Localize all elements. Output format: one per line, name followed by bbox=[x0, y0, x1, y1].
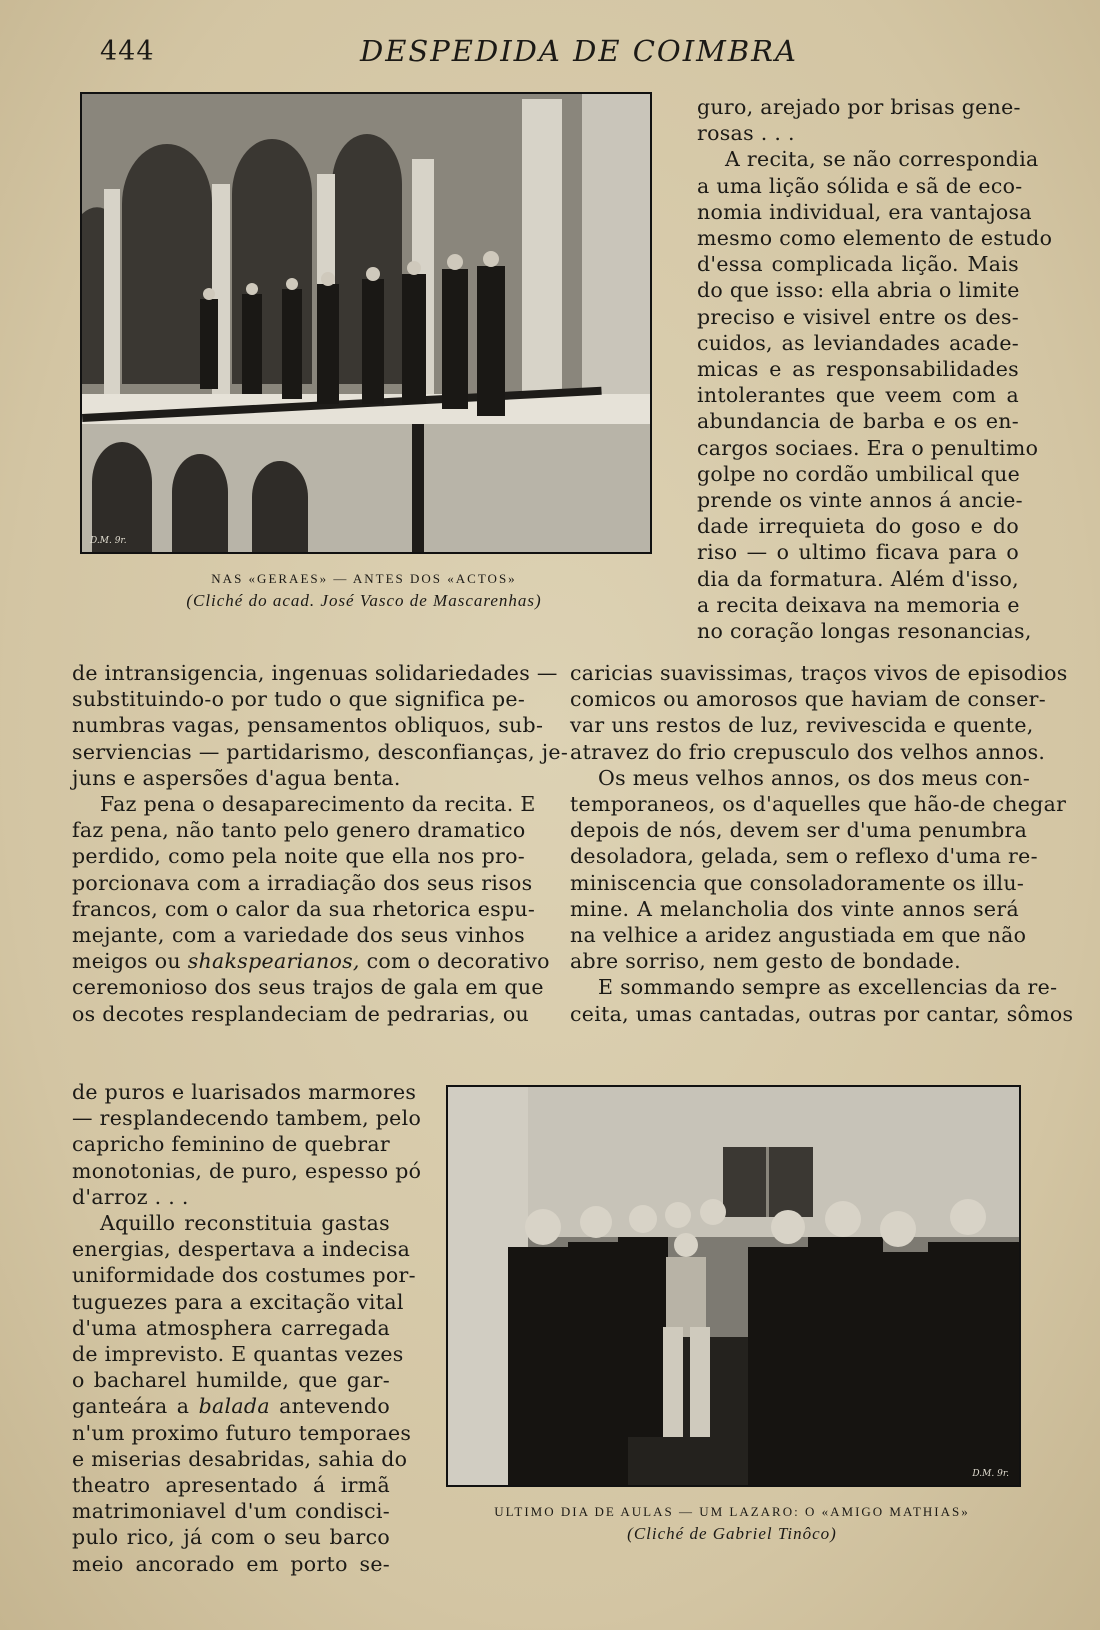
text-left-narrow bbox=[72, 1079, 422, 1577]
caption-title: ULTIMO DIA DE AULAS — UM LAZARO: O «AMIGO MATHIAS» bbox=[494, 1504, 970, 1519]
text-line: Aquillo reconstituia gastas bbox=[100, 1211, 390, 1236]
photo-students-group bbox=[446, 1085, 1021, 1487]
text-line: micas e as responsabilidades bbox=[697, 357, 1019, 382]
text-line: faz pena, não tanto pelo genero dramatico bbox=[72, 818, 526, 843]
text-right-mid bbox=[570, 660, 1074, 1027]
text-line: dade irrequieta do goso e do bbox=[697, 514, 1019, 539]
caption-credit: (Cliché de Gabriel Tinôco) bbox=[627, 1524, 837, 1543]
caption-title: NAS «GERAES» — ANTES DOS «ACTOS» bbox=[211, 571, 517, 586]
text-line: cargos sociaes. Era o penultimo bbox=[697, 435, 1039, 460]
text-line: francos, com o calor da sua rhetorica espu- bbox=[72, 896, 536, 921]
text-right-top bbox=[697, 94, 1053, 644]
text-line: os decotes resplandeciam de pedrarias, ou bbox=[72, 1001, 530, 1026]
text-line: meio ancorado em porto se- bbox=[72, 1551, 390, 1576]
text-line: mesmo como elemento de estudo bbox=[697, 226, 1053, 251]
text-line: A recita, se não correspondia bbox=[725, 147, 1039, 172]
text-line: de imprevisto. E quantas vezes bbox=[72, 1342, 404, 1367]
text-line: d'essa complicada lição. Mais bbox=[697, 252, 1019, 277]
text-line: cuidos, as leviandades acade- bbox=[697, 330, 1019, 355]
text-line: riso — o ultimo ficava para o bbox=[697, 540, 1019, 565]
text-line: abre sorriso, nem gesto de bondade. bbox=[570, 949, 961, 974]
text-line: perdido, como pela noite que ella nos pro- bbox=[72, 844, 525, 869]
text-line: de puros e luarisados marmores bbox=[72, 1080, 417, 1104]
text-line: desoladora, gelada, sem o reflexo d'uma re- bbox=[570, 844, 1038, 869]
text-left-wide bbox=[72, 660, 569, 1027]
text-line bbox=[72, 948, 550, 974]
text-line: do que isso: ella abria o limite bbox=[697, 278, 1020, 303]
text-line: uniformidade dos costumes por- bbox=[72, 1263, 416, 1288]
text-italic: balada bbox=[198, 1394, 270, 1419]
text-line: juns e aspersões d'agua benta. bbox=[72, 765, 401, 790]
text-line: substituindo-o por tudo o que significa pe- bbox=[72, 687, 526, 712]
text-line: monotonias, de puro, espesso pó bbox=[72, 1158, 422, 1183]
text-line: dia da formatura. Além d'isso, bbox=[697, 566, 1019, 591]
text-line: capricho feminino de quebrar bbox=[72, 1132, 390, 1157]
text-line: E sommando sempre as excellencias da re- bbox=[598, 975, 1058, 1000]
text-line: numbras vagas, pensamentos obliquos, sub- bbox=[72, 713, 544, 738]
text-line: d'uma atmosphera carregada bbox=[72, 1315, 390, 1340]
text-line: energias, despertava a indecisa bbox=[72, 1237, 411, 1262]
page-number: 444 bbox=[100, 36, 155, 67]
text-line: de intransigencia, ingenuas solidariedades — bbox=[72, 661, 558, 685]
caption-credit: (Cliché do acad. José Vasco de Mascarenhas) bbox=[186, 591, 542, 610]
text-line: golpe no cordão umbilical que bbox=[697, 461, 1021, 486]
text-line: atravez do frio crepusculo dos velhos annos. bbox=[570, 739, 1046, 764]
text-line: matrimoniavel d'um condisci- bbox=[72, 1499, 390, 1524]
text-line: na velhice a aridez angustiada em que não bbox=[570, 923, 1027, 948]
text-line: depois de nós, devem ser d'uma penumbra bbox=[570, 818, 1028, 843]
text-line: a uma lição sólida e sã de eco- bbox=[697, 173, 1023, 198]
text-line: rosas . . . bbox=[697, 121, 795, 146]
text-line: Os meus velhos annos, os dos meus con- bbox=[598, 765, 1031, 790]
text-line: mejante, com a variedade dos seus vinhos bbox=[72, 923, 525, 948]
text-fragment: com o decorativo bbox=[366, 949, 550, 974]
text-line bbox=[72, 1393, 390, 1419]
text-line: — resplandecendo tambem, pelo bbox=[72, 1106, 422, 1131]
text-line: temporaneos, os d'aquelles que hão-de chegar bbox=[570, 792, 1067, 817]
text-line: theatro apresentado á irmã bbox=[72, 1473, 390, 1498]
text-line: serviencias — partidarismo, desconfianças, je- bbox=[72, 739, 569, 764]
text-line: caricias suavissimas, traços vivos de episodios bbox=[570, 661, 1068, 685]
text-line: o bacharel humilde, que gar- bbox=[72, 1368, 390, 1393]
text-fragment: ganteára a bbox=[72, 1394, 190, 1419]
photo-cloister bbox=[80, 92, 652, 554]
text-line: mine. A melancholia dos vinte annos será bbox=[570, 896, 1019, 921]
text-line: abundancia de barba e os en- bbox=[697, 409, 1019, 434]
text-line: d'arroz . . . bbox=[72, 1184, 189, 1209]
text-line: prende os vinte annos á ancie- bbox=[697, 488, 1023, 513]
text-italic: shakspearianos, bbox=[187, 949, 360, 974]
photo-signature: D.M. 9r. bbox=[90, 536, 127, 546]
text-line: miniscencia que consoladoramente os illu- bbox=[570, 870, 1025, 895]
text-line: ceita, umas cantadas, outras por cantar, sômos bbox=[570, 1001, 1074, 1026]
text-line: porcionava com a irradiação dos seus risos bbox=[72, 870, 533, 895]
running-head: DESPEDIDA DE COIMBRA bbox=[360, 34, 798, 68]
text-line: n'um proximo futuro temporaes bbox=[72, 1420, 412, 1445]
text-line: preciso e visivel entre os des- bbox=[697, 304, 1019, 329]
text-line: a recita deixava na memoria e bbox=[697, 592, 1020, 617]
text-line: pulo rico, já com o seu barco bbox=[72, 1525, 390, 1550]
text-fragment: antevendo bbox=[279, 1394, 390, 1419]
text-line: ceremonioso dos seus trajos de gala em que bbox=[72, 975, 544, 1000]
text-line: tuguezes para a excitação vital bbox=[72, 1289, 404, 1314]
text-line: guro, arejado por brisas gene- bbox=[697, 95, 1021, 119]
text-fragment: meigos ou bbox=[72, 949, 181, 974]
photo-signature: D.M. 9r. bbox=[972, 1469, 1009, 1479]
figure-caption-1 bbox=[78, 571, 650, 611]
text-line: intolerantes que veem com a bbox=[697, 383, 1019, 408]
text-line: var uns restos de luz, revivescida e quente, bbox=[570, 713, 1034, 738]
text-line: comicos ou amorosos que haviam de conser- bbox=[570, 687, 1046, 712]
text-line: nomia individual, era vantajosa bbox=[697, 199, 1032, 224]
figure-caption-2 bbox=[440, 1504, 1024, 1544]
text-line: Faz pena o desaparecimento da recita. E bbox=[100, 792, 536, 817]
text-line: no coração longas resonancias, bbox=[697, 619, 1032, 644]
text-line: e miserias desabridas, sahia do bbox=[72, 1446, 408, 1471]
